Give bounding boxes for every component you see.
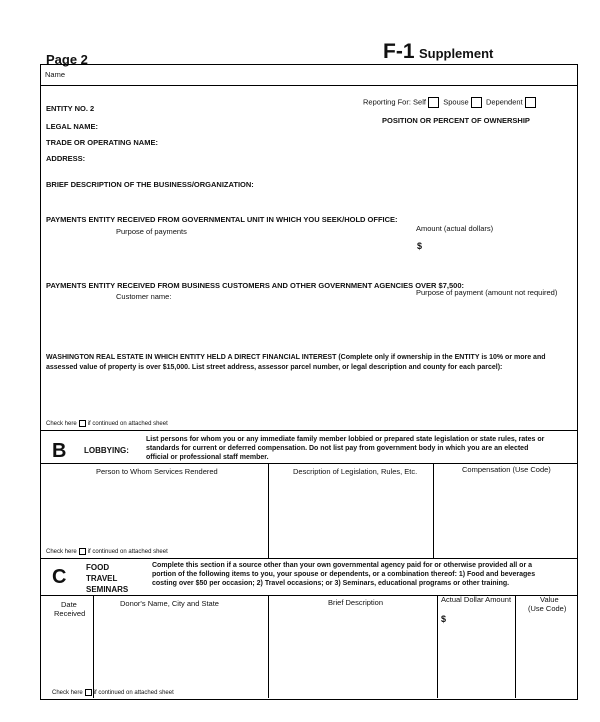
column-divider bbox=[268, 463, 269, 558]
actual-dollar-sign: $ bbox=[441, 614, 447, 624]
dependent-checkbox[interactable] bbox=[525, 97, 536, 108]
column-divider bbox=[268, 595, 269, 698]
check-here-label: Check here bbox=[46, 549, 77, 556]
col-value-header-1: Value bbox=[540, 595, 559, 604]
continued-label: if continued on attached sheet bbox=[87, 421, 168, 428]
col-legislation-header: Description of Legislation, Rules, Etc. bbox=[293, 467, 418, 476]
col-person-header: Person to Whom Services Rendered bbox=[96, 467, 218, 476]
section-b-desc-1: List persons for whom you or any immediate family member lobbied or prepared state legislation or state rules, rates or bbox=[146, 436, 545, 443]
reporting-for-label: Reporting For: bbox=[363, 97, 411, 107]
real-estate-line2: assessed value of property is over $15,000. List street address, assessor parcel number, or legal description and county for each parcel): bbox=[46, 364, 503, 371]
customer-name-label: Customer name: bbox=[116, 292, 172, 301]
col-value-header-2: (Use Code) bbox=[528, 604, 567, 613]
amount-dollar-sign: $ bbox=[417, 241, 423, 251]
legal-name-label: LEGAL NAME: bbox=[46, 122, 98, 131]
column-divider bbox=[433, 463, 434, 558]
check-here-label: Check here bbox=[46, 421, 77, 428]
purpose-of-payments-label: Purpose of payments bbox=[116, 227, 187, 236]
check-here-label: Check here bbox=[52, 690, 83, 697]
column-divider bbox=[437, 595, 438, 698]
spouse-label: Spouse bbox=[443, 97, 469, 107]
section-c-desc-2: portion of the following items to you, your spouse or dependents, or a combination thereof: 1) Food and beverages bbox=[152, 571, 536, 578]
section-b-check-here bbox=[46, 548, 168, 555]
section-b-title: LOBBYING: bbox=[84, 446, 129, 455]
continued-checkbox[interactable] bbox=[85, 689, 92, 696]
continued-checkbox[interactable] bbox=[79, 420, 86, 427]
section-c-title-3: SEMINARS bbox=[86, 585, 129, 594]
payments-business-label: PAYMENTS ENTITY RECEIVED FROM BUSINESS CUSTOMERS AND OTHER GOVERNMENT AGENCIES OVER $7,500: bbox=[46, 281, 464, 290]
purpose-of-payment-label: Purpose of payment (amount not required) bbox=[416, 288, 558, 297]
section-c-title-2: TRAVEL bbox=[86, 574, 118, 583]
section-c-desc-3: costing over $50 per occasion; 2) Travel occasions; or 3) Seminars, educational programs or other training. bbox=[152, 580, 510, 587]
form-suffix: Supplement bbox=[418, 46, 494, 61]
continued-label: if continued on attached sheet bbox=[93, 690, 174, 697]
col-date-header-1: Date bbox=[61, 600, 77, 609]
name-label: Name bbox=[45, 70, 66, 79]
self-label: Self bbox=[413, 97, 426, 107]
page-number: Page 2 bbox=[46, 52, 88, 67]
col-brief-header: Brief Description bbox=[328, 598, 384, 607]
address-label: ADDRESS: bbox=[46, 154, 86, 163]
brief-description-label: BRIEF DESCRIPTION OF THE BUSINESS/ORGANIZATION: bbox=[46, 180, 254, 189]
section-b-letter: B bbox=[52, 440, 67, 462]
section-c-title-1: FOOD bbox=[86, 563, 110, 572]
section-c-desc-1: Complete this section if a source other than your own governmental agency paid for or otherwise provided all or a bbox=[152, 562, 533, 569]
section-b-desc-2: standards for current or deferred compensation. Do not list pay from government body in which you are an elected bbox=[146, 445, 529, 452]
column-divider bbox=[93, 595, 94, 698]
payments-gov-label: PAYMENTS ENTITY RECEIVED FROM GOVERNMENTAL UNIT IN WHICH YOU SEEK/HOLD OFFICE: bbox=[46, 215, 398, 224]
section-c-check-here bbox=[52, 689, 174, 696]
divider bbox=[40, 463, 578, 464]
real-estate-line1: WASHINGTON REAL ESTATE IN WHICH ENTITY HELD A DIRECT FINANCIAL INTEREST (Complete only if ownership in the ENTITY is 10% or more and bbox=[46, 354, 546, 361]
position-label: POSITION OR PERCENT OF OWNERSHIP bbox=[382, 116, 530, 125]
trade-name-label: TRADE OR OPERATING NAME: bbox=[46, 138, 158, 147]
dependent-label: Dependent bbox=[485, 97, 523, 107]
entity-number: ENTITY NO. 2 bbox=[46, 104, 95, 113]
col-compensation-header: Compensation (Use Code) bbox=[462, 465, 551, 474]
col-date-header-2: Received bbox=[54, 609, 86, 618]
reporting-for bbox=[363, 97, 536, 108]
divider bbox=[40, 85, 578, 86]
form-code: F-1 bbox=[383, 40, 415, 63]
column-divider bbox=[515, 595, 516, 698]
spouse-checkbox[interactable] bbox=[471, 97, 482, 108]
col-donor-header: Donor's Name, City and State bbox=[120, 599, 219, 608]
divider bbox=[40, 558, 578, 559]
self-checkbox[interactable] bbox=[428, 97, 439, 108]
section-c-letter: C bbox=[52, 566, 67, 588]
amount-label: Amount (actual dollars) bbox=[416, 224, 494, 233]
section-b-desc-3: official or professional staff member. bbox=[146, 454, 269, 461]
continued-checkbox[interactable] bbox=[79, 548, 86, 555]
entity-check-here bbox=[46, 420, 168, 427]
continued-label: if continued on attached sheet bbox=[87, 549, 168, 556]
divider bbox=[40, 430, 578, 431]
form-title bbox=[383, 40, 493, 64]
col-actual-header: Actual Dollar Amount bbox=[441, 595, 512, 604]
